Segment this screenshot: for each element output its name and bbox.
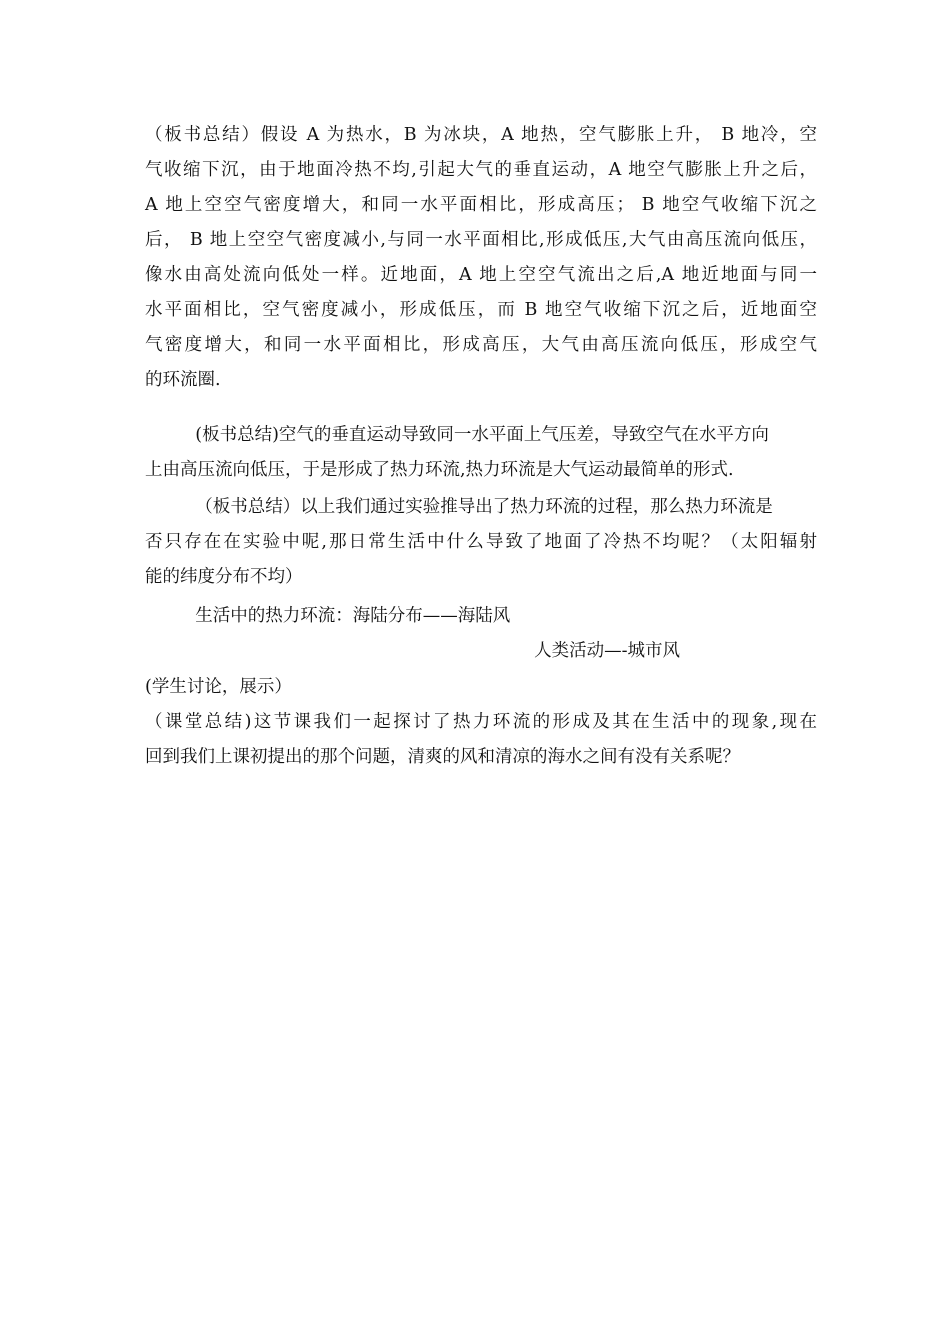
paragraph-1-line: 后， B 地上空空气密度减小,与同一水平面相比,形成低压,大气由高压流向低压，	[145, 230, 817, 250]
paragraph-1-line: 的环流圈.	[145, 370, 221, 390]
paragraph-1-line: （板书总结）假设 A 为热水，B 为冰块，A 地热，空气膨胀上升， B 地冷，空	[145, 125, 817, 145]
paragraph-3	[145, 490, 817, 595]
paragraph-1-line: 气收缩下沉，由于地面冷热不均,引起大气的垂直运动，A 地空气膨胀上升之后，	[145, 160, 817, 180]
paragraph-3-line: 否只存在在实验中呢,那日常生活中什么导致了地面了冷热不均呢？（太阳辐射	[145, 532, 817, 552]
paragraph-4	[145, 599, 817, 669]
paragraph-1-line: 水平面相比，空气密度减小，形成低压，而 B 地空气收缩下沉之后，近地面空	[145, 300, 817, 320]
paragraph-2	[145, 418, 817, 488]
class-summary-line: （课堂总结)这节课我们一起探讨了热力环流的形成及其在生活中的现象,现在	[145, 712, 817, 732]
paragraph-4-line: 人类活动—-城市风	[345, 641, 681, 661]
class-summary	[145, 705, 817, 775]
class-summary-line: 回到我们上课初提出的那个问题，清爽的风和清凉的海水之间有没有关系呢？	[145, 747, 740, 767]
paragraph-4-line: 生活中的热力环流：海陆分布——海陆风	[173, 606, 511, 626]
paragraph-1-line: 气密度增大，和同一水平面相比，形成高压，大气由高压流向低压，形成空气	[145, 335, 817, 355]
paragraph-1-line: A 地上空空气密度增大，和同一水平面相比，形成高压； B 地空气收缩下沉之	[145, 195, 817, 215]
student-discussion	[145, 670, 817, 705]
paragraph-2-line: 上由高压流向低压，于是形成了热力环流,热力环流是大气运动最简单的形式.	[145, 460, 734, 480]
paragraph-1-line: 像水由高处流向低处一样。近地面，A 地上空空气流出之后,A 地近地面与同一	[145, 265, 817, 285]
paragraph-2-line: (板书总结)空气的垂直运动导致同一水平面上气压差，导致空气在水平方向	[173, 425, 769, 445]
paragraph-3-line: （板书总结）以上我们通过实验推导出了热力环流的过程，那么热力环流是	[173, 497, 773, 517]
student-discussion-text: (学生讨论，展示）	[145, 677, 292, 697]
paragraph-3-line: 能的纬度分布不均）	[145, 567, 303, 587]
paragraph-1	[145, 118, 817, 398]
